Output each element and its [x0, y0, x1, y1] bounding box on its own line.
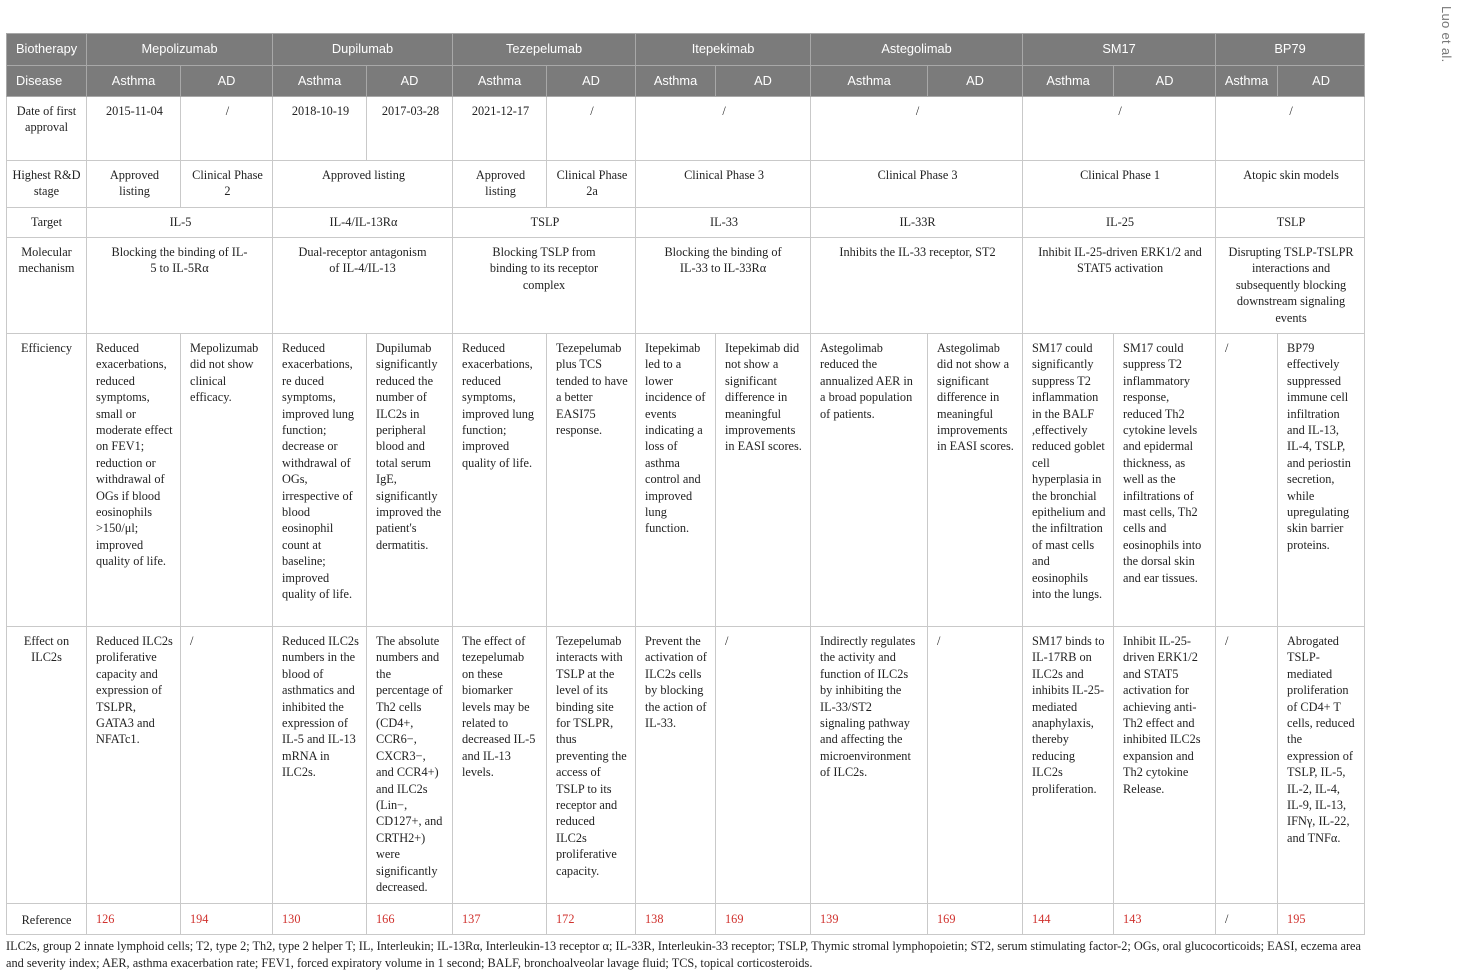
row-label-efficiency: Efficiency: [7, 334, 87, 627]
cell-mechanism-sm17: Inhibit IL-25-driven ERK1/2 and STAT5 activation: [1023, 238, 1216, 334]
cell-efficiency-bp79-ad: BP79 effectively suppressed immune cell infiltration and IL-13, IL-4, TSLP, and periostin secretion, while upregulating skin barrier proteins.: [1278, 334, 1365, 627]
row-label-mechanism: Molecular mechanism: [7, 238, 87, 334]
cell-efficiency-astegolimab-asthma: Astegolimab reduced the annualized AER in a broad population of patients.: [811, 334, 928, 627]
cell-date-astegolimab: /: [811, 97, 1023, 161]
cell-mechanism-dupilumab: Dual-receptor antagonism of IL-4/IL-13: [273, 238, 453, 334]
row-label-stage: Highest R&D stage: [7, 161, 87, 208]
cell-stage-mepolizumab-ad: Clinical Phase 2: [181, 161, 273, 208]
cell-efficiency-itepekimab-ad: Itepekimab did not show a significant difference in meaningful improvements in EASI scores.: [716, 334, 811, 627]
row-target: [7, 208, 1365, 238]
header-asthma: Asthma: [636, 66, 716, 97]
header-ad: AD: [181, 66, 273, 97]
cell-efficiency-mepolizumab-ad: Mepolizumab did not show clinical efficacy.: [181, 334, 273, 627]
header-biotherapy: Biotherapy: [7, 34, 87, 66]
header-asthma: Asthma: [811, 66, 928, 97]
cell-mechanism-astegolimab: Inhibits the IL-33 receptor, ST2: [811, 238, 1023, 334]
cell-ilc2-itepekimab-ad: /: [716, 627, 811, 904]
cell-target-tezepelumab: TSLP: [453, 208, 636, 238]
reference-link[interactable]: 169: [928, 904, 1023, 935]
cell-ilc2-bp79-asthma: /: [1216, 627, 1278, 904]
header-ad: AD: [928, 66, 1023, 97]
header-ad: AD: [1114, 66, 1216, 97]
cell-date-dupilumab-asthma: 2018-10-19: [273, 97, 367, 161]
header-asthma: Asthma: [453, 66, 547, 97]
cell-ilc2-sm17-asthma: SM17 binds to IL-17RB on ILC2s and inhibits IL-25-mediated anaphylaxis, thereby reducing ILC2s proliferation.: [1023, 627, 1114, 904]
author-running-head: Luo et al.: [1439, 6, 1454, 63]
cell-stage-tezepelumab-asthma: Approved listing: [453, 161, 547, 208]
row-efficiency: [7, 334, 1365, 627]
reference-link[interactable]: 172: [547, 904, 636, 935]
cell-ilc2-sm17-ad: Inhibit IL-25-driven ERK1/2 and STAT5 activation for achieving anti-Th2 effect and inhibited ILC2s expansion and Th2 cytokine Release.: [1114, 627, 1216, 904]
reference-link[interactable]: 195: [1278, 904, 1365, 935]
header-row-biotherapy: [7, 34, 1365, 66]
cell-ilc2-dupilumab-asthma: Reduced ILC2s numbers in the blood of asthmatics and inhibited the expression of IL-5 and IL-13 mRNA in ILC2s.: [273, 627, 367, 904]
cell-date-tezepelumab-asthma: 2021-12-17: [453, 97, 547, 161]
cell-date-sm17: /: [1023, 97, 1216, 161]
header-drug-sm17: SM17: [1023, 34, 1216, 66]
cell-date-itepekimab: /: [636, 97, 811, 161]
cell-ilc2-bp79-ad: Abrogated TSLP-mediated proliferation of CD4+ T cells, reduced the expression of TSLP, IL-5, IL-2, IL-4, IL-9, IL-13, IFNγ, IL-22, and TNFα.: [1278, 627, 1365, 904]
cell-mechanism-itepekimab: Blocking the binding of IL-33 to IL-33Rα: [636, 238, 811, 334]
cell-date-dupilumab-ad: 2017-03-28: [367, 97, 453, 161]
biotherapy-table-container: [6, 33, 1364, 935]
cell-target-sm17: IL-25: [1023, 208, 1216, 238]
cell-target-mepolizumab: IL-5: [87, 208, 273, 238]
cell-date-mepolizumab-asthma: 2015-11-04: [87, 97, 181, 161]
header-drug-mepolizumab: Mepolizumab: [87, 34, 273, 66]
row-label-ilc2: Effect on ILC2s: [7, 627, 87, 904]
reference-link[interactable]: 138: [636, 904, 716, 935]
cell-ilc2-astegolimab-asthma: Indirectly regulates the activity and function of ILC2s by inhibiting the IL-33/ST2 signaling pathway and affecting the microenvironment of ILC2s.: [811, 627, 928, 904]
cell-stage-bp79: Atopic skin models: [1216, 161, 1365, 208]
cell-date-mepolizumab-ad: /: [181, 97, 273, 161]
cell-efficiency-sm17-ad: SM17 could suppress T2 inflammatory response, reduced Th2 cytokine levels and epidermal thickness, as well as the infiltrations of mast cells, Th2 cells and eosinophils into the dorsal skin and ear tissues.: [1114, 334, 1216, 627]
cell-efficiency-itepekimab-asthma: Itepekimab led to a lower incidence of events indicating a loss of asthma control and improved lung function.: [636, 334, 716, 627]
reference-link[interactable]: 194: [181, 904, 273, 935]
row-highest-rd-stage: [7, 161, 1365, 208]
cell-ilc2-mepolizumab-asthma: Reduced ILC2s proliferative capacity and expression of TSLPR, GATA3 and NFATc1.: [87, 627, 181, 904]
cell-efficiency-dupilumab-asthma: Reduced exacerbations, re duced symptoms, improved lung function; decrease or withdrawal of OGs, irrespective of blood eosinophil count at baseline; improved quality of life.: [273, 334, 367, 627]
header-drug-bp79: BP79: [1216, 34, 1365, 66]
header-asthma: Asthma: [1023, 66, 1114, 97]
cell-ilc2-dupilumab-ad: The absolute numbers and the percentage of Th2 cells (CD4+, CCR6−, CXCR3−, and CCR4+) and ILC2s (Lin−, CD127+, and CRTH2+) were significantly decreased.: [367, 627, 453, 904]
row-date-of-first-approval: [7, 97, 1365, 161]
cell-mechanism-tezepelumab: Blocking TSLP from binding to its receptor complex: [453, 238, 636, 334]
cell-stage-astegolimab: Clinical Phase 3: [811, 161, 1023, 208]
cell-efficiency-sm17-asthma: SM17 could significantly suppress T2 inflammation in the BALF ,effectively reduced goblet cell hyperplasia in the bronchial epithelium and the infiltration of mast cells and eosinophils into the lungs.: [1023, 334, 1114, 627]
cell-mechanism-mepolizumab: Blocking the binding of IL-5 to IL-5Rα: [87, 238, 273, 334]
biotherapy-table: [6, 33, 1365, 935]
cell-efficiency-dupilumab-ad: Dupilumab significantly reduced the number of ILC2s in peripheral blood and total serum IgE, significantly improved the patient's dermatitis.: [367, 334, 453, 627]
reference-link[interactable]: 144: [1023, 904, 1114, 935]
reference-link[interactable]: 126: [87, 904, 181, 935]
reference-link[interactable]: 166: [367, 904, 453, 935]
cell-stage-sm17: Clinical Phase 1: [1023, 161, 1216, 208]
table-footnote: ILC2s, group 2 innate lymphoid cells; T2, type 2; Th2, type 2 helper T; IL, Interleukin; IL-13Rα, Interleukin-13 receptor α; IL-33R, Interleukin-33 receptor; TSLP, Thymic stromal lymphopoietin; ST2, serum stimulating factor-2; OGs, oral glucocorticoids; EASI, eczema area and severity index; AER, asthma exacerbation rate; FEV1, forced expiratory volume in 1 second; BALF, bronchoalveolar lavage fluid; TCS, topical corticosteroids.: [6, 939, 1361, 970]
cell-efficiency-astegolimab-ad: Astegolimab did not show a significant difference in meaningful improvements in EASI scores.: [928, 334, 1023, 627]
row-molecular-mechanism: [7, 238, 1365, 334]
row-effect-on-ilc2s: [7, 627, 1365, 904]
row-reference: [7, 904, 1365, 935]
cell-target-astegolimab: IL-33R: [811, 208, 1023, 238]
cell-ilc2-mepolizumab-ad: /: [181, 627, 273, 904]
header-asthma: Asthma: [87, 66, 181, 97]
header-row-disease: [7, 66, 1365, 97]
reference-link[interactable]: 130: [273, 904, 367, 935]
row-label-date: Date of first approval: [7, 97, 87, 161]
reference-empty: /: [1216, 904, 1278, 935]
cell-stage-tezepelumab-ad: Clinical Phase 2a: [547, 161, 636, 208]
header-ad: AD: [716, 66, 811, 97]
cell-efficiency-mepolizumab-asthma: Reduced exacerbations, reduced symptoms, small or moderate effect on FEV1; reduction or withdrawal of OGs if blood eosinophils >150/μl; improved quality of life.: [87, 334, 181, 627]
row-label-target: Target: [7, 208, 87, 238]
header-asthma: Asthma: [273, 66, 367, 97]
header-drug-astegolimab: Astegolimab: [811, 34, 1023, 66]
reference-link[interactable]: 137: [453, 904, 547, 935]
header-asthma: Asthma: [1216, 66, 1278, 97]
cell-date-bp79: /: [1216, 97, 1365, 161]
cell-efficiency-tezepelumab-asthma: Reduced exacerbations, reduced symptoms, improved lung function; improved quality of life.: [453, 334, 547, 627]
cell-ilc2-astegolimab-ad: /: [928, 627, 1023, 904]
cell-target-itepekimab: IL-33: [636, 208, 811, 238]
cell-stage-dupilumab: Approved listing: [273, 161, 453, 208]
header-ad: AD: [367, 66, 453, 97]
reference-link[interactable]: 139: [811, 904, 928, 935]
row-label-reference: Reference: [7, 904, 87, 935]
cell-date-tezepelumab-ad: /: [547, 97, 636, 161]
cell-ilc2-tezepelumab-asthma: The effect of tezepelumab on these biomarker levels may be related to decreased IL-5 and IL-13 levels.: [453, 627, 547, 904]
cell-stage-itepekimab: Clinical Phase 3: [636, 161, 811, 208]
cell-mechanism-bp79: Disrupting TSLP-TSLPR interactions and subsequently blocking downstream signaling events: [1216, 238, 1365, 334]
cell-ilc2-itepekimab-asthma: Prevent the activation of ILC2s cells by blocking the action of IL-33.: [636, 627, 716, 904]
cell-ilc2-tezepelumab-ad: Tezepelumab interacts with TSLP at the level of its binding site for TSLPR, thus preventing the access of TSLP to its receptor and reduced ILC2s proliferative capacity.: [547, 627, 636, 904]
reference-link[interactable]: 169: [716, 904, 811, 935]
cell-stage-mepolizumab-asthma: Approved listing: [87, 161, 181, 208]
header-drug-tezepelumab: Tezepelumab: [453, 34, 636, 66]
header-disease: Disease: [7, 66, 87, 97]
header-ad: AD: [547, 66, 636, 97]
cell-efficiency-bp79-asthma: /: [1216, 334, 1278, 627]
cell-target-bp79: TSLP: [1216, 208, 1365, 238]
header-drug-itepekimab: Itepekimab: [636, 34, 811, 66]
header-drug-dupilumab: Dupilumab: [273, 34, 453, 66]
cell-target-dupilumab: IL-4/IL-13Rα: [273, 208, 453, 238]
header-ad: AD: [1278, 66, 1365, 97]
cell-efficiency-tezepelumab-ad: Tezepelumab plus TCS tended to have a better EASI75 response.: [547, 334, 636, 627]
reference-link[interactable]: 143: [1114, 904, 1216, 935]
